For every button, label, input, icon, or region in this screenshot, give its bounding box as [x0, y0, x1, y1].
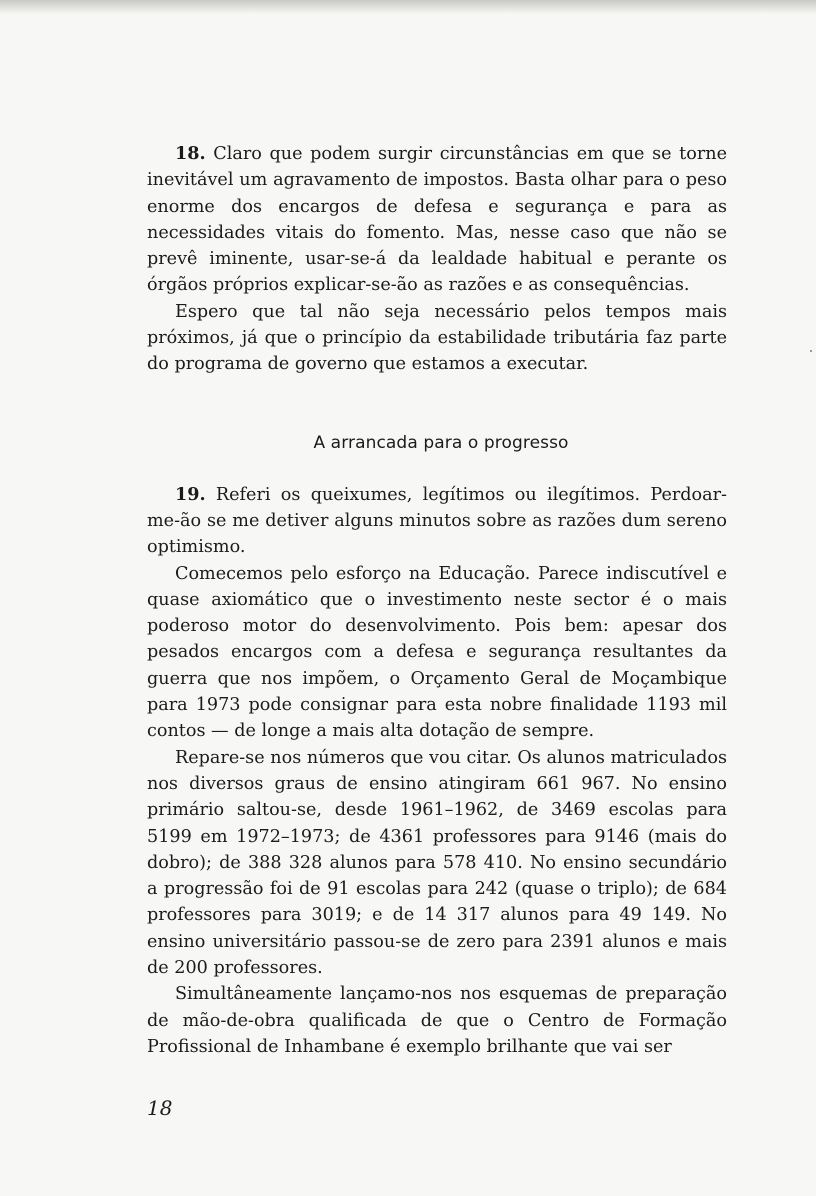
- paragraph-number: 19.: [175, 483, 206, 505]
- paragraph-18-continuation: Espero que tal não seja necessário pelos tempos mais próximos, já que o princípio da estabilidade tributária faz parte do programa de governo que estamos a executar.: [147, 301, 727, 375]
- paragraph-19: [147, 482, 727, 561]
- paragraph-education: Comecemos pelo esforço na Educação. Parece indiscutível e quase axiomático que o investimento neste sector é o mais poderoso motor do desenvolvimento. Pois bem: apesar dos pesados encargos com a defesa e segurança resultantes da guerra que nos impõem, o Orçamento Geral de Moçambique para 1973 pode consignar para esta nobre finalidade 1193 mil contos — de longe a mais alta dotação de sempre.: [147, 563, 727, 742]
- paragraph-text: Referi os queixumes, legítimos ou ilegítimos. Perdoar-me-ão se me detiver alguns minutos sobre as razões dum sereno optimismo.: [147, 484, 727, 558]
- paragraph-18: [147, 141, 727, 299]
- scan-edge-shadow: [0, 0, 816, 14]
- page-number: 18: [147, 1096, 173, 1120]
- paragraph-numbers: Repare-se nos números que vou citar. Os alunos matriculados nos diversos graus de ensino atingiram 661 967. No ensino primário saltou-se, desde 1961–1962, de 3469 escolas para 5199 em 1972–1973; de 4361 professores para 9146 (mais do dobro); de 388 328 alunos para 578 410. No ensino secundário a progressão foi de 91 escolas para 242 (quase o triplo); de 684 professores para 3019; e de 14 317 alunos para 49 149. No ensino universitário passou-se de zero para 2391 alunos e mais de 200 professores.: [147, 747, 727, 979]
- paragraph-training: Simultâneamente lançamo-nos nos esquemas de preparação de mão-de-obra qualificada de que o Centro de Formação Profissional de Inhambane é exemplo brilhante que vai ser: [147, 984, 727, 1057]
- heading-spacer: [147, 456, 727, 482]
- paragraph-text: Claro que podem surgir circunstâncias em que se torne inevitável um agravamento de impostos. Basta olhar para o peso enorme dos encargos de defesa e segurança e para as necessidades vitais do fomento. Mas, nesse caso que não se prevê iminente, usar-se-á da lealdade habitual e perante os órgãos próprios explicar-se-ão as razões e as consequências.: [147, 144, 727, 296]
- scan-speck: [810, 350, 812, 352]
- paragraph-number: 18.: [175, 143, 206, 164]
- section-spacer: [147, 378, 727, 430]
- page-body: [147, 141, 727, 1060]
- section-heading: A arrancada para o progresso: [313, 432, 569, 453]
